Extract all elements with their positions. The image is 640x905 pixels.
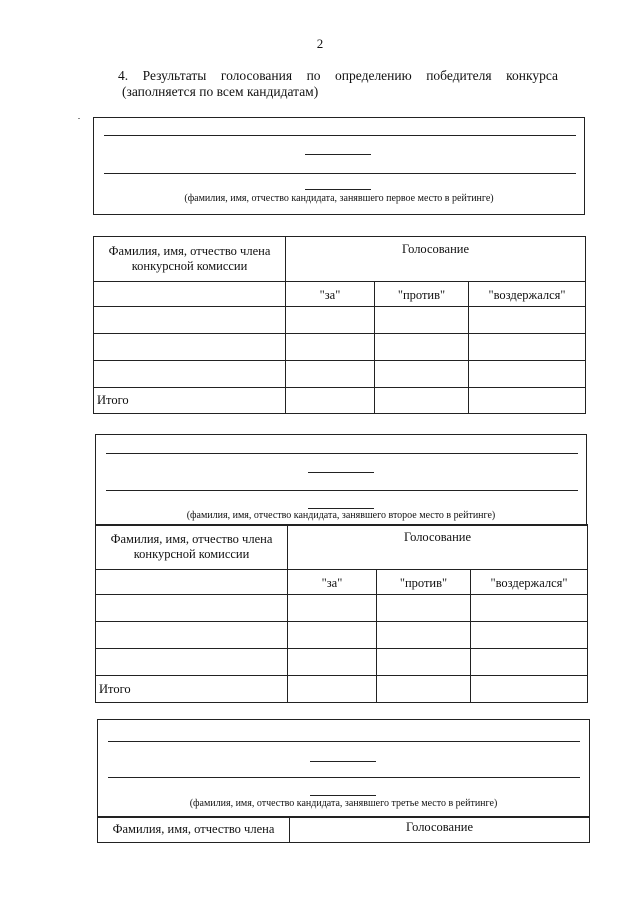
section-heading (118, 68, 558, 100)
name-line (106, 453, 578, 454)
name-line (104, 135, 576, 136)
vote-cell (471, 595, 588, 622)
vote-cell (377, 595, 471, 622)
name-line (108, 741, 580, 742)
short-rule (308, 508, 374, 509)
candidate-caption: (фамилия, имя, отчество кандидата, занявшего второе место в рейтинге) (186, 510, 496, 521)
member-cell (96, 570, 288, 595)
vote-cell (375, 307, 469, 334)
vote-cell (375, 334, 469, 361)
short-rule (305, 189, 371, 190)
short-rule (310, 795, 376, 796)
vote-cell (377, 676, 471, 703)
vote-cell (286, 334, 375, 361)
member-cell (96, 595, 288, 622)
option-abstain: "воздержался" (471, 570, 588, 595)
voting-header: Голосование (288, 525, 588, 570)
member-cell (94, 361, 286, 388)
option-for: "за" (286, 282, 375, 307)
name-line (106, 490, 578, 491)
name-line (108, 777, 580, 778)
member-cell (94, 307, 286, 334)
vote-cell (286, 307, 375, 334)
name-line (104, 173, 576, 174)
vote-cell (471, 649, 588, 676)
total-label: Итого (96, 676, 288, 703)
candidate-block-third (97, 719, 590, 818)
member-column-header: Фамилия, имя, отчество члена конкурсной комиссии (96, 525, 288, 570)
vote-cell (288, 595, 377, 622)
vote-cell (288, 676, 377, 703)
vote-cell (286, 388, 375, 414)
member-column-header: Фамилия, имя, отчество члена конкурсной комиссии (94, 237, 286, 282)
short-rule (310, 761, 376, 762)
option-for: "за" (288, 570, 377, 595)
vote-cell (471, 622, 588, 649)
total-label: Итого (94, 388, 286, 414)
vote-cell (469, 388, 586, 414)
margin-mark (78, 118, 80, 119)
vote-cell (375, 361, 469, 388)
vote-cell (286, 361, 375, 388)
vote-cell (375, 388, 469, 414)
short-rule (305, 154, 371, 155)
voting-table-third (97, 816, 590, 843)
vote-cell (288, 622, 377, 649)
vote-cell (469, 334, 586, 361)
voting-table-second (95, 524, 588, 703)
page-number: 2 (316, 36, 324, 51)
candidate-block-second (95, 434, 587, 526)
vote-cell (288, 649, 377, 676)
member-cell (94, 282, 286, 307)
vote-cell (469, 307, 586, 334)
option-abstain: "воздержался" (469, 282, 586, 307)
section-heading-line1: 4. Результаты голосования по определению победителя конкурса (118, 68, 558, 83)
option-against: "против" (377, 570, 471, 595)
voting-header: Голосование (290, 817, 590, 843)
candidate-block-first (93, 117, 585, 215)
voting-table-first (93, 236, 586, 414)
vote-cell (377, 622, 471, 649)
candidate-caption: (фамилия, имя, отчество кандидата, занявшего первое место в рейтинге) (184, 193, 494, 204)
option-against: "против" (375, 282, 469, 307)
section-heading-line2: (заполняется по всем кандидатам) (122, 84, 319, 99)
vote-cell (469, 361, 586, 388)
member-cell (94, 334, 286, 361)
voting-header: Голосование (286, 237, 586, 282)
short-rule (308, 472, 374, 473)
vote-cell (471, 676, 588, 703)
vote-cell (377, 649, 471, 676)
member-cell (96, 649, 288, 676)
member-cell (96, 622, 288, 649)
member-column-header: Фамилия, имя, отчество члена (98, 817, 290, 843)
candidate-caption: (фамилия, имя, отчество кандидата, занявшего третье место в рейтинге) (189, 798, 498, 809)
